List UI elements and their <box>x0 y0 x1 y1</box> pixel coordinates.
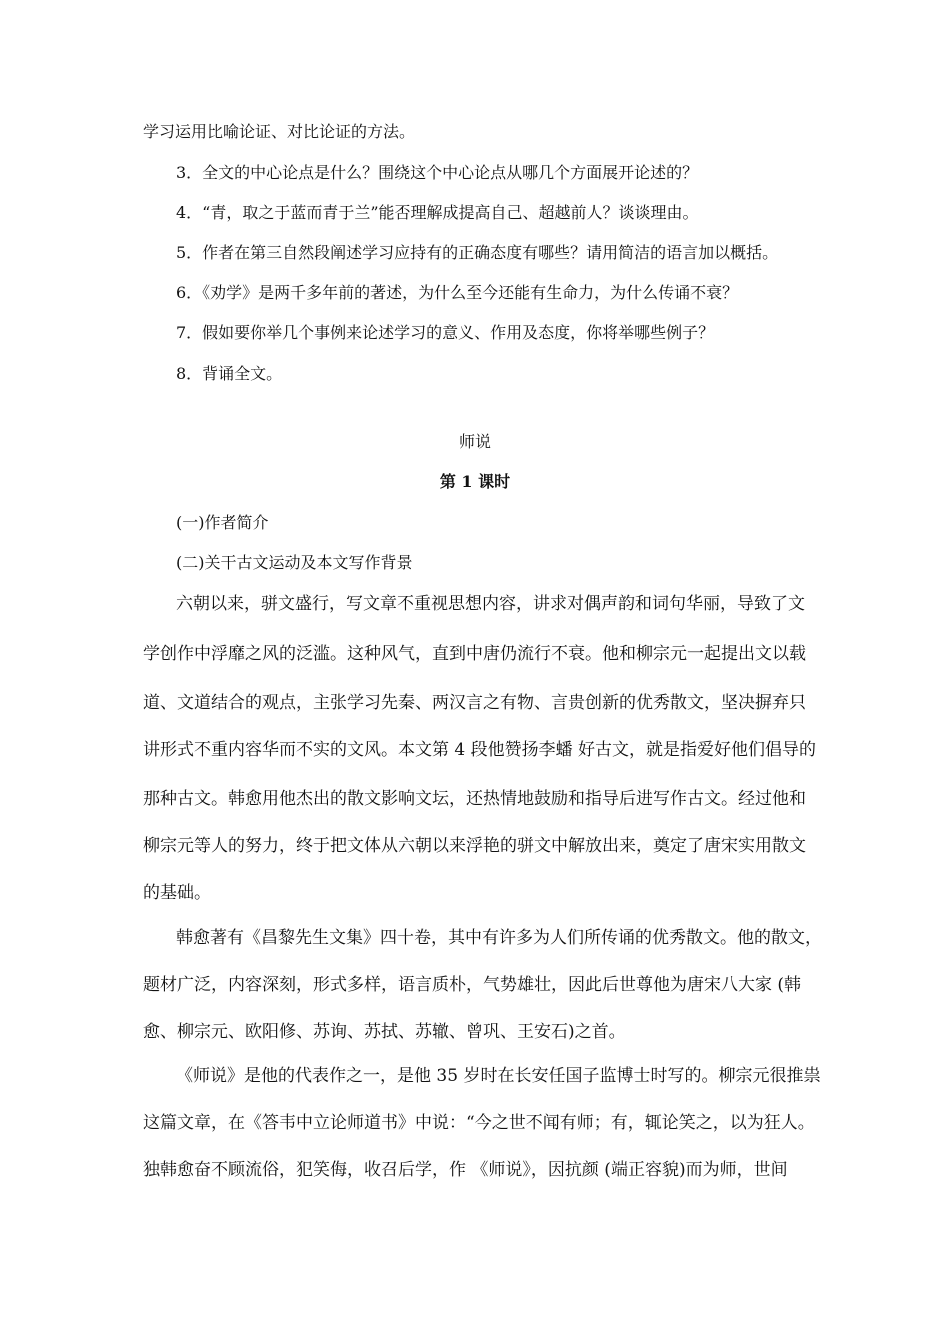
paragraph1-line: 道、文道结合的观点，主张学习先秦、两汉言之有物、言贵创新的优秀散文，坚决摒弃只 <box>143 693 806 713</box>
question-5: 5．作者在第三自然段阐述学习应持有的正确态度有哪些？请用简洁的语言加以概括。 <box>176 243 779 262</box>
paragraph2-line: 题材广泛，内容深刻，形式多样，语言质朴，气势雄壮，因此后世尊他为唐宋八大家 (韩 <box>143 975 802 995</box>
paragraph2-line: 韩愈著有《昌黎先生文集》四十卷，其中有许多为人们所传诵的优秀散文。他的散文， <box>176 928 822 948</box>
paragraph1-line: 讲形式不重内容华而不实的文风。本文第 4 段他赞扬李蟠 好古文，就是指爱好他们倡导的 <box>143 740 817 760</box>
subheading-background: (二)关干古文运动及本文写作背景 <box>176 553 413 572</box>
paragraph3-line: 这篇文章，在《答韦中立论师道书》中说：“今之世不闻有师；有，辄论笑之，以为狂人。 <box>143 1113 815 1133</box>
paragraph1-line: 的基础。 <box>143 883 211 903</box>
paragraph1-line: 六朝以来，骈文盛行，写文章不重视思想内容，讲求对偶声韵和词句华丽，导致了文 <box>176 594 805 614</box>
section-title: 师说 <box>458 432 491 451</box>
lesson-heading: 第 1 课时 <box>439 472 511 491</box>
question-3: 3．全文的中心论点是什么？围绕这个中心论点从哪几个方面展开论述的？ <box>176 163 699 182</box>
paragraph3-line: 独韩愈奋不顾流俗，犯笑侮，收召后学，作 《师说》，因抗颜 (端正容貌)而为师，世间 <box>143 1160 788 1180</box>
question-8: 8．背诵全文。 <box>176 364 283 383</box>
intro-tail-line: 学习运用比喻论证、对比论证的方法。 <box>143 122 416 141</box>
paragraph1-line: 学创作中浮靡之风的泛滥。这种风气，直到中唐仍流行不衰。他和柳宗元一起提出文以载 <box>143 644 806 664</box>
paragraph1-line: 那种古文。韩愈用他杰出的散文影响文坛，还热情地鼓励和指导后进写作古文。经过他和 <box>143 789 806 809</box>
paragraph2-line: 愈、柳宗元、欧阳修、苏询、苏拭、苏辙、曾巩、王安石)之首。 <box>143 1022 626 1042</box>
paragraph3-line: 《师说》是他的代表作之一，是他 35 岁时在长安任国子监博士时写的。柳宗元很推祟 <box>176 1066 821 1086</box>
subheading-author: (一)作者简介 <box>176 513 269 532</box>
paragraph1-line: 柳宗元等人的努力，终于把文体从六朝以来浮艳的骈文中解放出来，奠定了唐宋实用散文 <box>143 836 806 856</box>
question-6: 6．《劝学》是两千多年前的著述，为什么至今还能有生命力，为什么传诵不衰？ <box>176 283 739 302</box>
question-4: 4．“青，取之于蓝而青于兰”能否理解成提高自己、超越前人？谈谈理由。 <box>176 203 699 222</box>
question-7: 7．假如要你举几个事例来论述学习的意义、作用及态度，你将举哪些例子？ <box>176 323 715 342</box>
